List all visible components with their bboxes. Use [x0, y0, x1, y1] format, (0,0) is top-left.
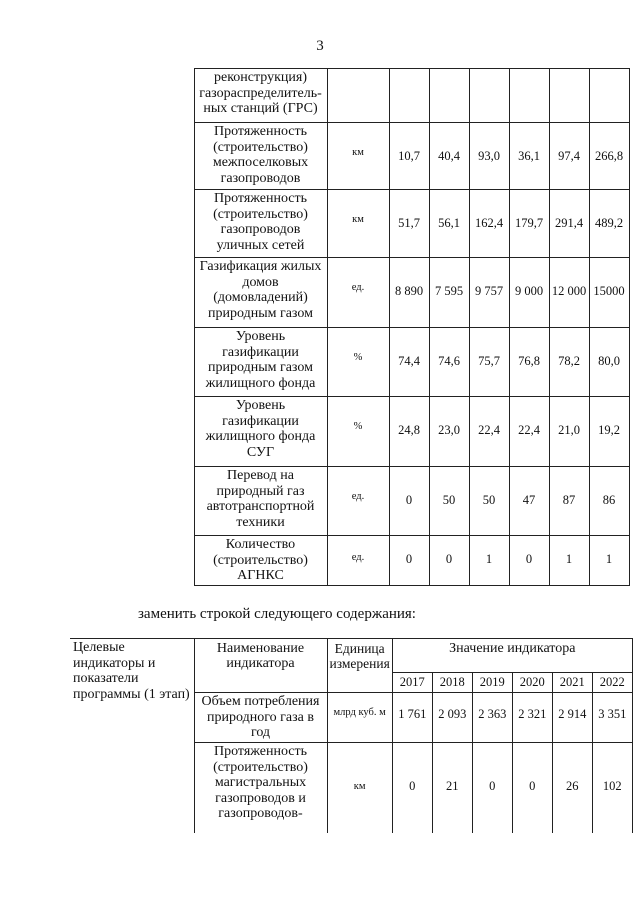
value-cell: 97,4: [549, 123, 589, 190]
indicator-name: Количество (строительство) АГНКС: [194, 536, 327, 586]
year-cell: 2021: [552, 673, 592, 693]
header-unit: Единица измерения: [327, 639, 392, 693]
value-cell: 0: [389, 536, 429, 586]
indicator-name: Перевод на природный газ автотранспортной техники: [194, 467, 327, 536]
value-cell: 24,8: [389, 397, 429, 467]
indicator-name: Протяженность (строительство) межпоселковых газопроводов: [194, 123, 327, 190]
value-cell: 10,7: [389, 123, 429, 190]
value-cell: [469, 69, 509, 123]
value-cell: 0: [472, 743, 512, 833]
year-cell: 2017: [392, 673, 432, 693]
value-cell: 78,2: [549, 328, 589, 397]
value-cell: [549, 69, 589, 123]
indicator-name: Уровень газификации природным газом жилищного фонда: [194, 328, 327, 397]
year-cell: 2018: [432, 673, 472, 693]
value-cell: 291,4: [549, 190, 589, 258]
value-cell: 50: [469, 467, 509, 536]
value-cell: 93,0: [469, 123, 509, 190]
indicator-name: Протяженность (строительство) магистральных газопроводов и газопроводов-: [194, 743, 327, 833]
value-cell: 0: [392, 743, 432, 833]
value-cell: 22,4: [469, 397, 509, 467]
indicators-table-continued: [70, 68, 630, 586]
value-cell: 40,4: [429, 123, 469, 190]
value-cell: 23,0: [429, 397, 469, 467]
value-cell: 56,1: [429, 190, 469, 258]
indicator-unit: ед.: [327, 258, 389, 328]
value-cell: 266,8: [589, 123, 629, 190]
indicator-name: Объем потребления природного газа в год: [194, 693, 327, 743]
indicator-name: Протяженность (строительство) газопроводов уличных сетей: [194, 190, 327, 258]
indicator-name: Газификация жилых домов (домовладений) природным газом: [194, 258, 327, 328]
value-cell: 7 595: [429, 258, 469, 328]
value-cell: 19,2: [589, 397, 629, 467]
value-cell: 162,4: [469, 190, 509, 258]
header-indicator-value: Значение индикатора: [392, 639, 632, 673]
header-indicator-name: Наименование индикатора: [194, 639, 327, 693]
year-cell: 2019: [472, 673, 512, 693]
value-cell: 47: [509, 467, 549, 536]
indicator-unit: км: [327, 743, 392, 833]
value-cell: [429, 69, 469, 123]
indicator-unit: ед.: [327, 536, 389, 586]
value-cell: 489,2: [589, 190, 629, 258]
indicator-unit: %: [327, 397, 389, 467]
value-cell: 15000: [589, 258, 629, 328]
indicator-unit: %: [327, 328, 389, 397]
value-cell: 21,0: [549, 397, 589, 467]
value-cell: 0: [429, 536, 469, 586]
value-cell: 1: [589, 536, 629, 586]
value-cell: 36,1: [509, 123, 549, 190]
value-cell: 2 093: [432, 693, 472, 743]
value-cell: 9 000: [509, 258, 549, 328]
value-cell: 87: [549, 467, 589, 536]
indicator-unit: [327, 69, 389, 123]
value-cell: 51,7: [389, 190, 429, 258]
left-blank-cell: [70, 69, 194, 586]
value-cell: 0: [512, 743, 552, 833]
value-cell: 22,4: [509, 397, 549, 467]
value-cell: 26: [552, 743, 592, 833]
value-cell: 1: [549, 536, 589, 586]
value-cell: 102: [592, 743, 632, 833]
indicator-name: реконструкция) газораспределитель-ных станций (ГРС): [194, 69, 327, 123]
value-cell: 2 914: [552, 693, 592, 743]
value-cell: 76,8: [509, 328, 549, 397]
value-cell: 21: [432, 743, 472, 833]
goals-label: Целевые индикаторы и показатели программы (1 этап): [70, 639, 194, 833]
indicator-unit: км: [327, 190, 389, 258]
value-cell: 0: [389, 467, 429, 536]
year-cell: 2020: [512, 673, 552, 693]
table-header-row: [70, 639, 632, 673]
value-cell: [389, 69, 429, 123]
value-cell: 75,7: [469, 328, 509, 397]
value-cell: 0: [509, 536, 549, 586]
value-cell: 1: [469, 536, 509, 586]
value-cell: 74,6: [429, 328, 469, 397]
value-cell: 50: [429, 467, 469, 536]
replacement-intro-text: заменить строкой следующего содержания:: [138, 606, 416, 622]
value-cell: 2 321: [512, 693, 552, 743]
value-cell: 9 757: [469, 258, 509, 328]
value-cell: 12 000: [549, 258, 589, 328]
page-number: 3: [316, 38, 324, 54]
value-cell: 3 351: [592, 693, 632, 743]
value-cell: 2 363: [472, 693, 512, 743]
value-cell: [509, 69, 549, 123]
value-cell: [589, 69, 629, 123]
indicator-unit: млрд куб. м: [327, 693, 392, 743]
value-cell: 86: [589, 467, 629, 536]
indicator-name: Уровень газификации жилищного фонда СУГ: [194, 397, 327, 467]
indicators-table-replacement: [70, 638, 633, 833]
value-cell: 80,0: [589, 328, 629, 397]
indicator-unit: ед.: [327, 467, 389, 536]
value-cell: 179,7: [509, 190, 549, 258]
value-cell: 1 761: [392, 693, 432, 743]
table-row: [70, 69, 629, 123]
value-cell: 8 890: [389, 258, 429, 328]
value-cell: 74,4: [389, 328, 429, 397]
indicator-unit: км: [327, 123, 389, 190]
year-cell: 2022: [592, 673, 632, 693]
